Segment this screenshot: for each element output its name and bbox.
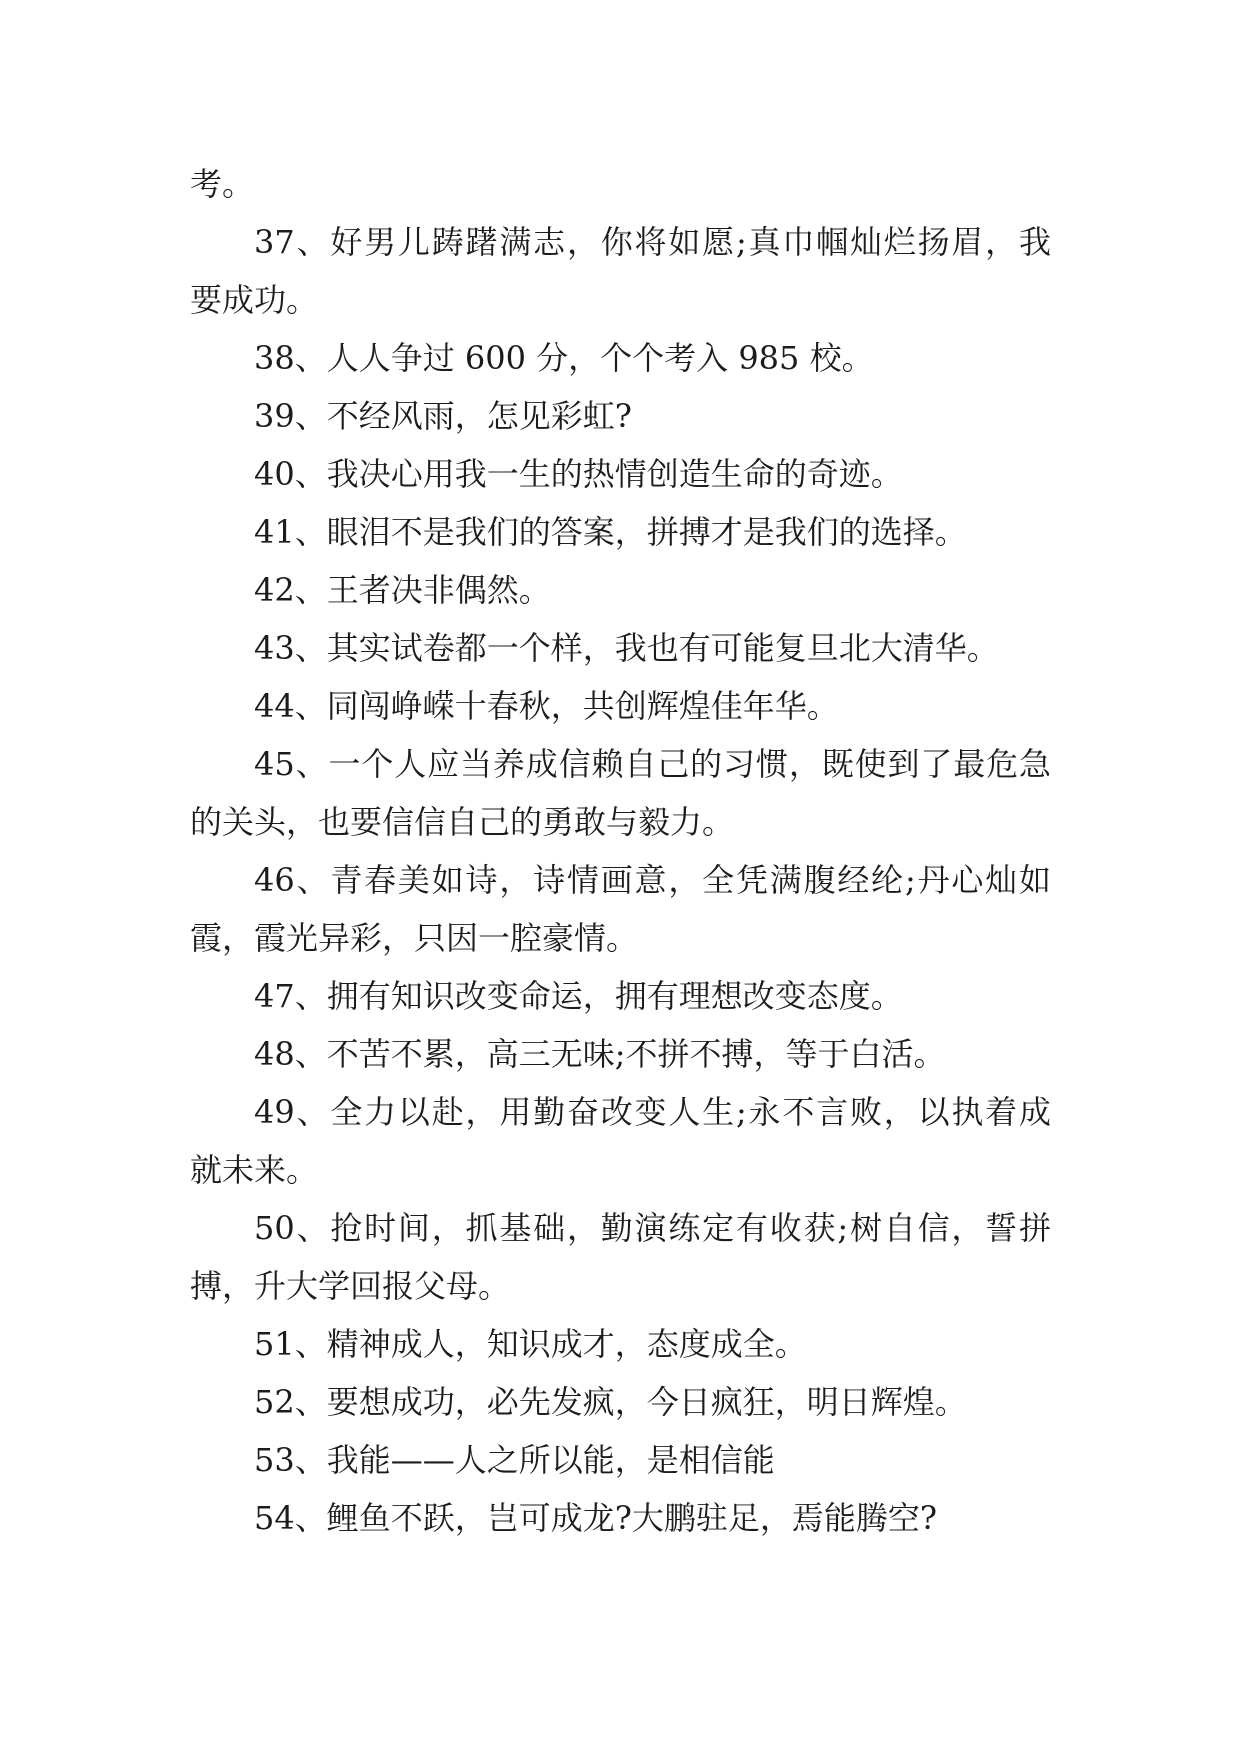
text-line: 37、好男儿踌躇满志，你将如愿;真巾帼灿烂扬眉，我 xyxy=(254,223,1051,261)
paragraph-52 xyxy=(190,1373,1051,1431)
paragraph-46 xyxy=(190,851,1051,967)
text-line: 的关头，也要信信自己的勇敢与毅力。 xyxy=(190,803,735,841)
paragraph-50 xyxy=(190,1199,1051,1315)
text-line: 53、我能——人之所以能，是相信能 xyxy=(254,1441,775,1479)
paragraph-44 xyxy=(190,677,1051,735)
paragraph-42 xyxy=(190,561,1051,619)
paragraph-51 xyxy=(190,1315,1051,1373)
text-line: 42、王者决非偶然。 xyxy=(254,571,551,609)
text-line: 43、其实试卷都一个样，我也有可能复旦北大清华。 xyxy=(254,629,999,667)
text-line: 41、眼泪不是我们的答案，拼搏才是我们的选择。 xyxy=(254,513,967,551)
paragraph-38 xyxy=(190,329,1051,387)
text-line: 54、鲤鱼不跃，岂可成龙?大鹏驻足，焉能腾空? xyxy=(254,1499,938,1537)
paragraph-47 xyxy=(190,967,1051,1025)
text-line: 49、全力以赴，用勤奋改变人生;永不言败，以执着成 xyxy=(254,1093,1051,1131)
text-line: 46、青春美如诗，诗情画意，全凭满腹经纶;丹心灿如 xyxy=(254,861,1051,899)
text-line: 40、我决心用我一生的热情创造生命的奇迹。 xyxy=(254,455,903,493)
text-line: 48、不苦不累，高三无味;不拼不搏，等于白活。 xyxy=(254,1035,946,1073)
page-body xyxy=(190,155,1051,1547)
paragraph-40 xyxy=(190,445,1051,503)
text-line: 47、拥有知识改变命运，拥有理想改变态度。 xyxy=(254,977,903,1015)
text-line: 就未来。 xyxy=(190,1151,319,1189)
paragraph-39 xyxy=(190,387,1051,445)
text-line: 考。 xyxy=(190,165,255,203)
text-line: 52、要想成功，必先发疯，今日疯狂，明日辉煌。 xyxy=(254,1383,967,1421)
text-line: 50、抢时间，抓基础，勤演练定有收获;树自信，誓拼 xyxy=(254,1209,1051,1247)
paragraph-continuation xyxy=(190,155,1051,213)
paragraph-41 xyxy=(190,503,1051,561)
paragraph-37 xyxy=(190,213,1051,329)
paragraph-54 xyxy=(190,1489,1051,1547)
paragraph-43 xyxy=(190,619,1051,677)
text-line: 45、一个人应当养成信赖自己的习惯，既使到了最危急 xyxy=(254,745,1051,783)
text-line: 51、精神成人，知识成才，态度成全。 xyxy=(254,1325,807,1363)
text-line: 霞，霞光异彩，只因一腔豪情。 xyxy=(190,919,639,957)
paragraph-53 xyxy=(190,1431,1051,1489)
paragraph-45 xyxy=(190,735,1051,851)
text-line: 44、同闯峥嵘十春秋，共创辉煌佳年华。 xyxy=(254,687,839,725)
text-line: 要成功。 xyxy=(190,281,319,319)
text-line: 39、不经风雨，怎见彩虹? xyxy=(254,397,632,435)
text-line: 搏，升大学回报父母。 xyxy=(190,1267,511,1305)
text-line: 38、人人争过 600 分，个个考入 985 校。 xyxy=(254,339,874,377)
paragraph-48 xyxy=(190,1025,1051,1083)
paragraph-49 xyxy=(190,1083,1051,1199)
